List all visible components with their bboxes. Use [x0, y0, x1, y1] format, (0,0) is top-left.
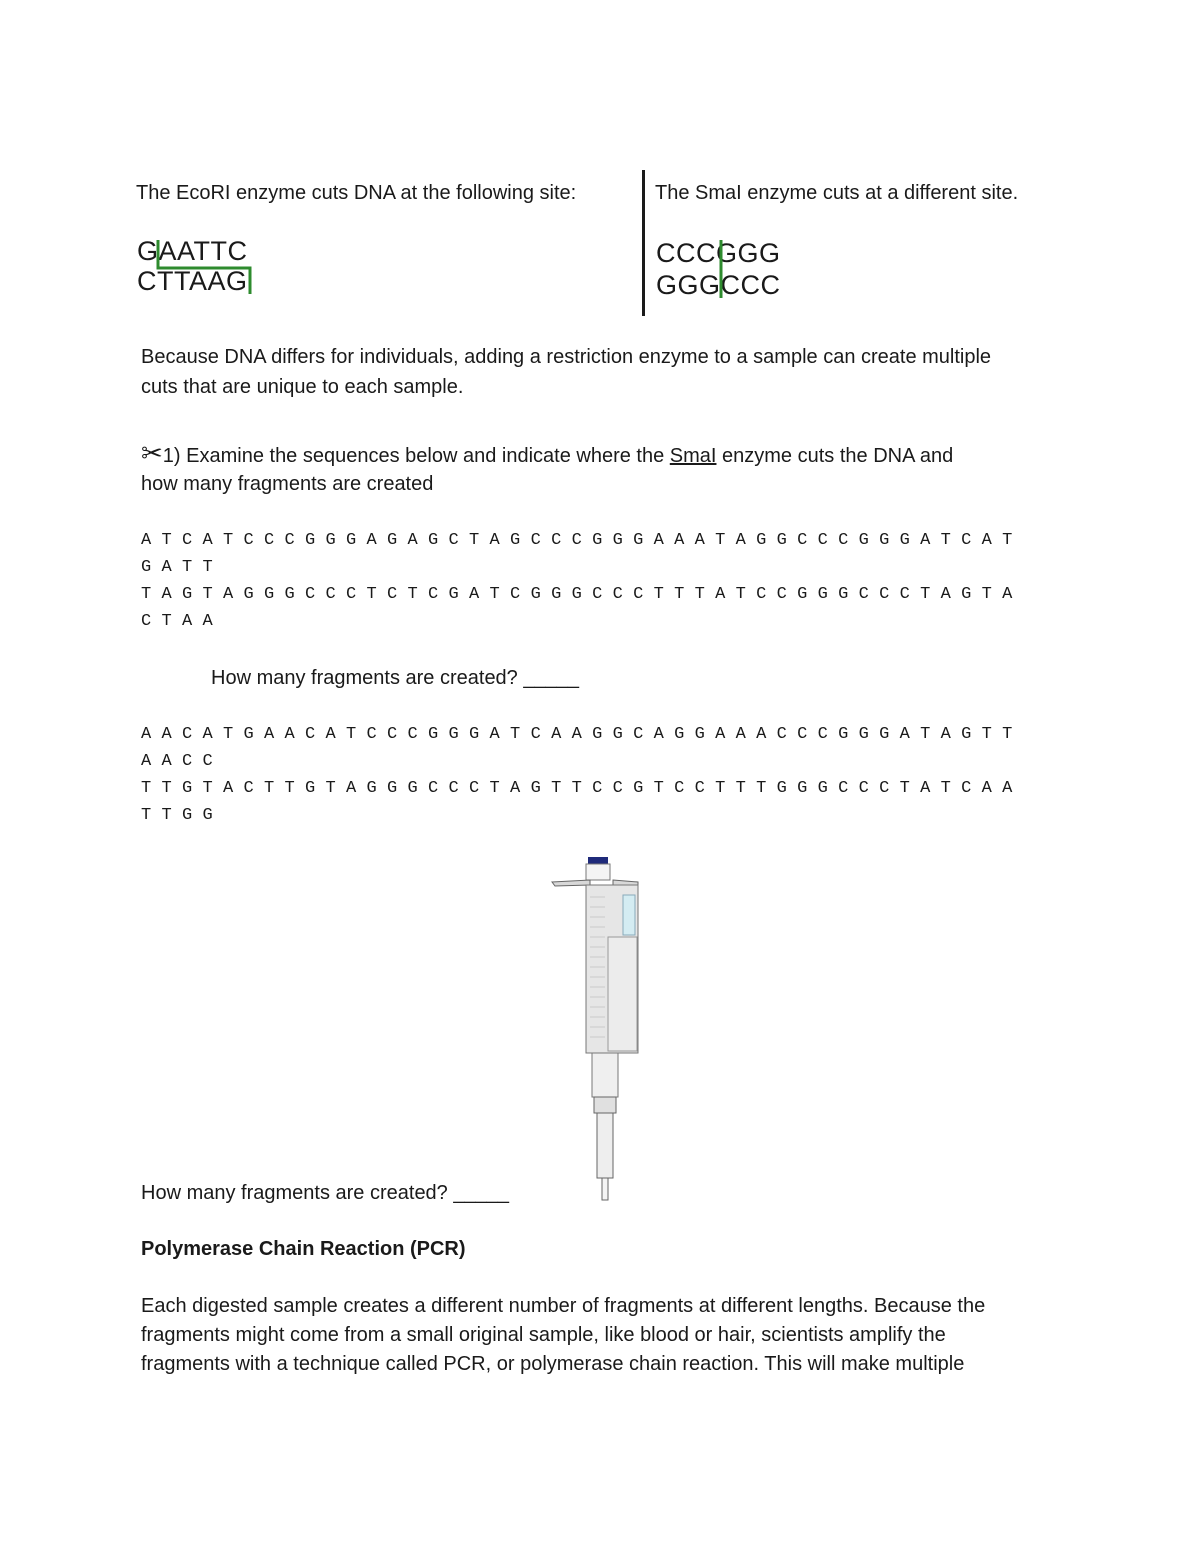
enzyme-name: SmaI [669, 445, 717, 467]
sequence-1-top-line1: A T C A T C C C G G G A G A G C T A G C C C G G G A A A T A G G C C C G G G A T C A T [141, 531, 1013, 550]
paragraph-line: cuts that are unique to each sample. [141, 376, 464, 398]
fragments-answer-2[interactable]: How many fragments are created? _____ [141, 1182, 509, 1204]
question-1-line2: how many fragments are created [141, 473, 434, 495]
sequence-2-bottom-line2: T T G G [141, 806, 213, 825]
smai-top-strand: CCCGGG [656, 238, 781, 268]
sequence-2-bottom-line1: T T G T A C T T G T A G G G C C C T A G T T C C G T C C T T T G G G C C C T A T C A A [141, 779, 1013, 798]
smai-intro: The SmaI enzyme cuts at a different site. [655, 182, 1019, 204]
question-1 [141, 438, 953, 469]
pcr-paragraph-line: fragments might come from a small original sample, like blood or hair, scientists amplify the [141, 1324, 946, 1346]
question-1-prefix: 1) Examine the sequences below and indicate where the [162, 445, 670, 467]
smai-bottom-strand: GGGCCC [656, 270, 781, 300]
smai-cut-line [715, 238, 727, 300]
pipette-icon [545, 852, 645, 1204]
sequence-2-top-line1: A A C A T G A A C A T C C C G G G A T C A A G G C A G G A A A C C C G G G A T A G T T [141, 725, 1013, 744]
question-1-suffix: enzyme cuts the DNA and [716, 445, 954, 467]
sequence-1-top-line2: G A T T [141, 558, 213, 577]
sequence-2-top-line2: A A C C [141, 752, 213, 771]
ecori-bottom-strand: CTTAAG [137, 266, 248, 296]
ecori-intro: The EcoRI enzyme cuts DNA at the following site: [136, 182, 577, 204]
scissors-icon: ✂ [141, 438, 163, 468]
pcr-heading: Polymerase Chain Reaction (PCR) [141, 1238, 466, 1260]
pcr-paragraph-line: Each digested sample creates a different number of fragments at different lengths. Because the [141, 1295, 986, 1317]
sequence-1-bottom-line1: T A G T A G G G C C C T C T C G A T C G G G C C C T T T A T C C G G G C C C T A G T A [141, 585, 1013, 604]
ecori-top-strand: GAATTC [137, 236, 248, 266]
column-divider [642, 170, 645, 316]
paragraph-line: Because DNA differs for individuals, adding a restriction enzyme to a sample can create multiple [141, 346, 992, 368]
sequence-1-bottom-line2: C T A A [141, 612, 213, 631]
ecori-cut-line [150, 238, 260, 298]
pcr-paragraph-line: fragments with a technique called PCR, or polymerase chain reaction. This will make multiple [141, 1353, 965, 1375]
fragments-answer-1[interactable]: How many fragments are created? _____ [211, 667, 579, 689]
